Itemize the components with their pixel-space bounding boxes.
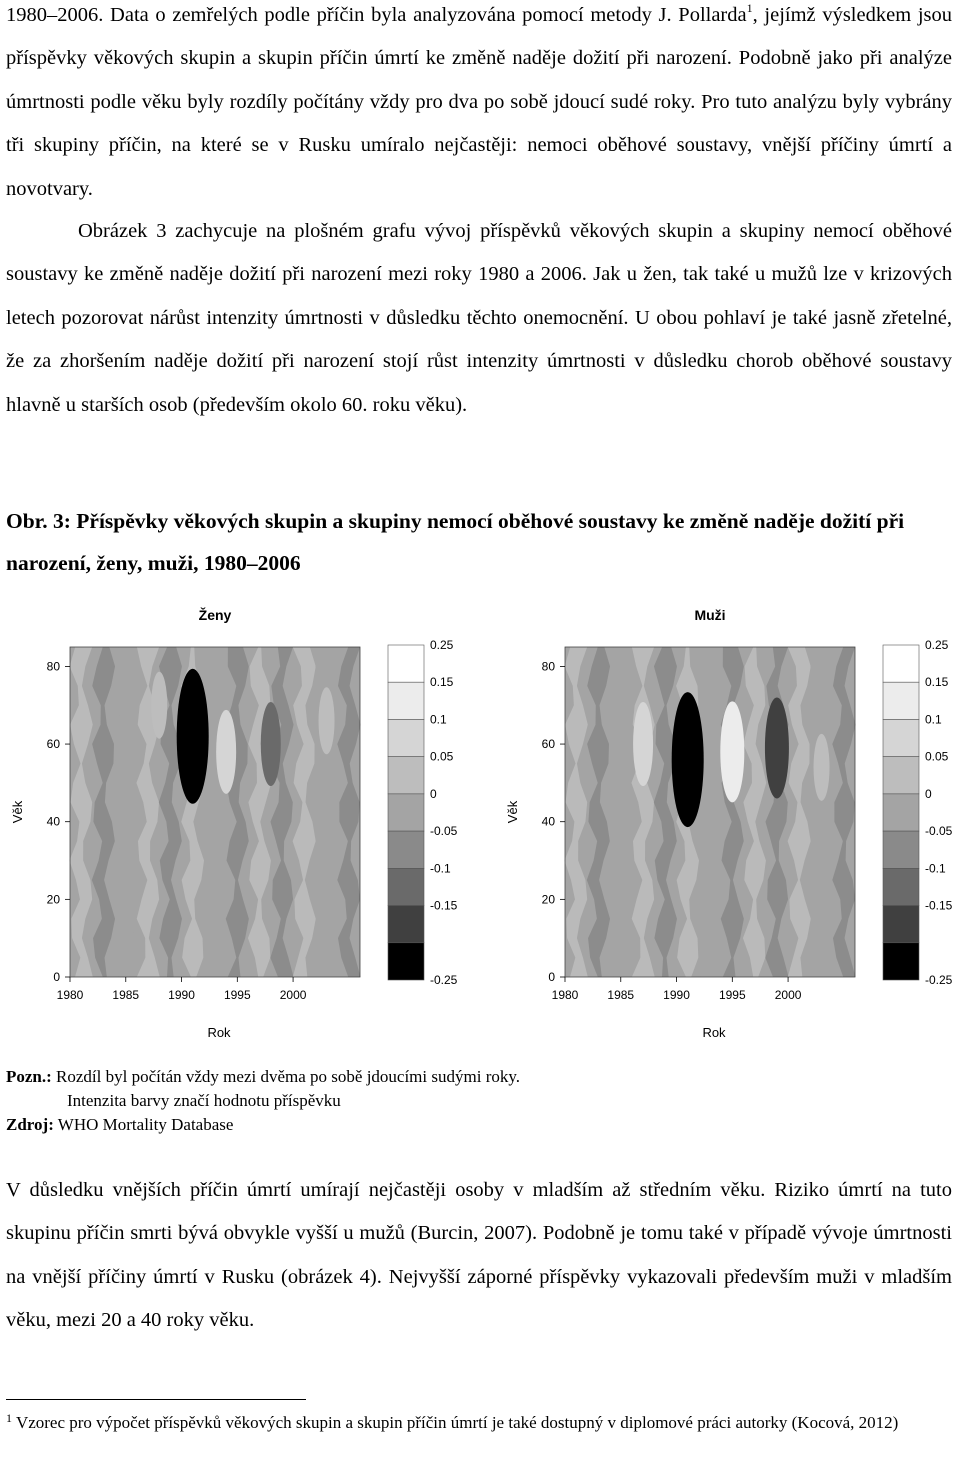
- footnote-ref: 1: [746, 1, 753, 15]
- x-axis-label: Rok: [207, 1025, 231, 1040]
- legend-swatch: [883, 831, 919, 868]
- y-tick-label: 80: [46, 659, 60, 674]
- legend-swatch: [883, 645, 919, 682]
- legend-label: -0.05: [430, 824, 458, 839]
- x-tick-label: 2000: [279, 988, 307, 1002]
- legend-swatch: [883, 794, 919, 831]
- y-tick-label: 0: [53, 970, 60, 984]
- x-tick-label: 1980: [56, 988, 84, 1002]
- y-tick-label: 40: [541, 814, 555, 829]
- legend-swatch: [388, 719, 424, 756]
- legend-swatch: [388, 868, 424, 905]
- paragraph-figure-description: Obrázek 3 zachycuje na plošném grafu vývoj příspěvků věkových skupin a skupiny nemocí oběhové soustavy ke změně naděje dožití při narození mezi roky 1980 a 2006. Jak u žen, tak také u mužů lze v krizových letech pozorovat nárůst intenzity úmrtnosti v důsledku těchto onemocnění. U obou pohlaví je také jasně zřetelné, že za zhoršením naděje dožití při narození stojí růst intenzity úmrtnosti v důsledku chorob oběhové soustavy hlavně u starších osob (především okolo 60. roku věku).: [6, 220, 952, 416]
- legend-label: -0.05: [925, 824, 953, 839]
- legend-swatch: [388, 682, 424, 719]
- x-axis-label: Rok: [702, 1025, 726, 1040]
- contour-feature: [319, 687, 335, 754]
- source-label: Zdroj:: [6, 1115, 54, 1134]
- chart-panel-1: [505, 607, 953, 1040]
- x-tick-label: 1990: [663, 988, 690, 1002]
- x-tick-label: 1980: [551, 988, 579, 1002]
- y-tick-label: 0: [548, 970, 555, 984]
- legend-label: -0.1: [430, 861, 451, 876]
- legend-label: 0: [925, 786, 932, 801]
- contour-feature: [814, 734, 830, 801]
- year-start: 1980: [6, 4, 47, 26]
- contour-feature: [261, 702, 281, 786]
- x-tick-label: 1995: [718, 988, 746, 1002]
- footnote-text: Vzorec pro výpočet příspěvků věkových skupin a skupin příčin úmrtí je také dostupný v diplomové práci autorky (Kocová, 2012): [12, 1413, 899, 1432]
- note-line2: Intenzita barvy značí hodnotu příspěvku: [67, 1091, 341, 1110]
- legend-swatch: [388, 757, 424, 794]
- legend-swatch: [388, 943, 424, 980]
- x-tick-label: 1995: [223, 988, 251, 1002]
- legend-label: 0.05: [925, 749, 949, 764]
- y-tick-label: 60: [46, 737, 60, 752]
- y-tick-label: 20: [541, 892, 555, 907]
- legend-swatch: [883, 719, 919, 756]
- figure-3: [0, 595, 960, 1045]
- chart-title: Ženy: [198, 607, 232, 623]
- contour-feature: [177, 669, 209, 804]
- x-tick-label: 2000: [774, 988, 802, 1002]
- legend-label: 0.25: [925, 638, 949, 652]
- y-tick-label: 40: [46, 814, 60, 829]
- x-tick-label: 1985: [112, 988, 140, 1002]
- legend-label: -0.15: [430, 898, 458, 913]
- legend-label: -0.1: [925, 861, 946, 876]
- contour-feature: [216, 710, 236, 794]
- en-dash: –: [47, 4, 58, 26]
- footnote-number: 1: [6, 1411, 12, 1425]
- y-axis-label: Věk: [10, 800, 25, 824]
- contour-feature: [633, 702, 653, 786]
- y-axis-label: Věk: [505, 800, 520, 824]
- legend-swatch: [388, 794, 424, 831]
- legend-label: 0.05: [430, 749, 454, 764]
- contour-feature: [720, 701, 744, 802]
- note-text: Rozdíl byl počítán vždy mezi dvěma po sobě jdoucími sudými roky.: [51, 1067, 521, 1086]
- contour-feature: [765, 697, 789, 798]
- legend-swatch: [883, 943, 919, 980]
- legend-label: 0.15: [430, 675, 454, 690]
- chart-title: Muži: [694, 607, 726, 623]
- legend-label: 0.25: [430, 638, 454, 652]
- x-tick-label: 1985: [607, 988, 635, 1002]
- legend-swatch: [388, 906, 424, 943]
- paragraph-external-causes: V důsledku vnějších příčin úmrtí umírají nejčastěji osoby v mladším až středním věku. Riziko úmrtí na tuto skupinu příčin smrti bývá obvykle vyšší u mužů (Burcin, 2007). Podobně je tomu také v případě vývoje úmrtnosti na vnější příčiny úmrtí v Rusku (obrázek 4). Nejvyšší záporné příspěvky vykazovali především muži v mladším věku, mezi 20 a 40 roky věku.: [6, 1179, 952, 1332]
- note-label: Pozn.:: [6, 1067, 52, 1086]
- legend-swatch: [883, 682, 919, 719]
- footnote-separator: [6, 1399, 306, 1400]
- footnote: [6, 1410, 906, 1435]
- legend-label: 0.15: [925, 675, 949, 690]
- contour-charts: [0, 595, 960, 1045]
- paragraph-methods-lead: 2006. Data o zemřelých podle příčin byla analyzována pomocí metody J. Pollarda: [57, 4, 747, 26]
- legend-label: -0.15: [925, 898, 953, 913]
- legend-label: 0: [430, 786, 437, 801]
- x-tick-label: 1990: [168, 988, 195, 1002]
- chart-panel-0: [10, 606, 458, 1040]
- legend-label: -0.25: [925, 973, 953, 987]
- legend-label: 0.1: [925, 712, 942, 727]
- note-block: [6, 1065, 520, 1088]
- paragraph-methods: [6, 0, 952, 211]
- paragraph-methods-rest: jejímž výsledkem jsou příspěvky věkových skupin a skupin příčin úmrtí ke změně naděje dožití při narození. Podobně jako při analýze úmrtnosti podle věku byly rozdíly počítány vždy pro dva po sobě jdoucí sudé roky. Pro tuto analýzu byly vybrány tři skupiny příčin, na které se v Rusku umíralo nejčastěji: nemoci oběhové soustavy, vnější příčiny úmrtí a novotvary.: [6, 4, 952, 200]
- source-block: [6, 1113, 233, 1136]
- y-tick-label: 60: [541, 737, 555, 752]
- y-tick-label: 80: [541, 659, 555, 674]
- legend-swatch: [883, 868, 919, 905]
- comma: ,: [752, 4, 758, 26]
- legend-label: -0.25: [430, 973, 458, 987]
- legend-swatch: [388, 831, 424, 868]
- legend-swatch: [883, 906, 919, 943]
- legend-label: 0.1: [430, 712, 447, 727]
- figure-caption: Obr. 3: Příspěvky věkových skupin a skupiny nemocí oběhové soustavy ke změně naděje dožití při narození, ženy, muži, 1980–2006: [6, 509, 905, 575]
- legend-swatch: [883, 757, 919, 794]
- contour-feature: [151, 672, 167, 739]
- source-text: WHO Mortality Database: [53, 1115, 234, 1134]
- legend-swatch: [388, 645, 424, 682]
- contour-feature: [672, 692, 704, 827]
- y-tick-label: 20: [46, 892, 60, 907]
